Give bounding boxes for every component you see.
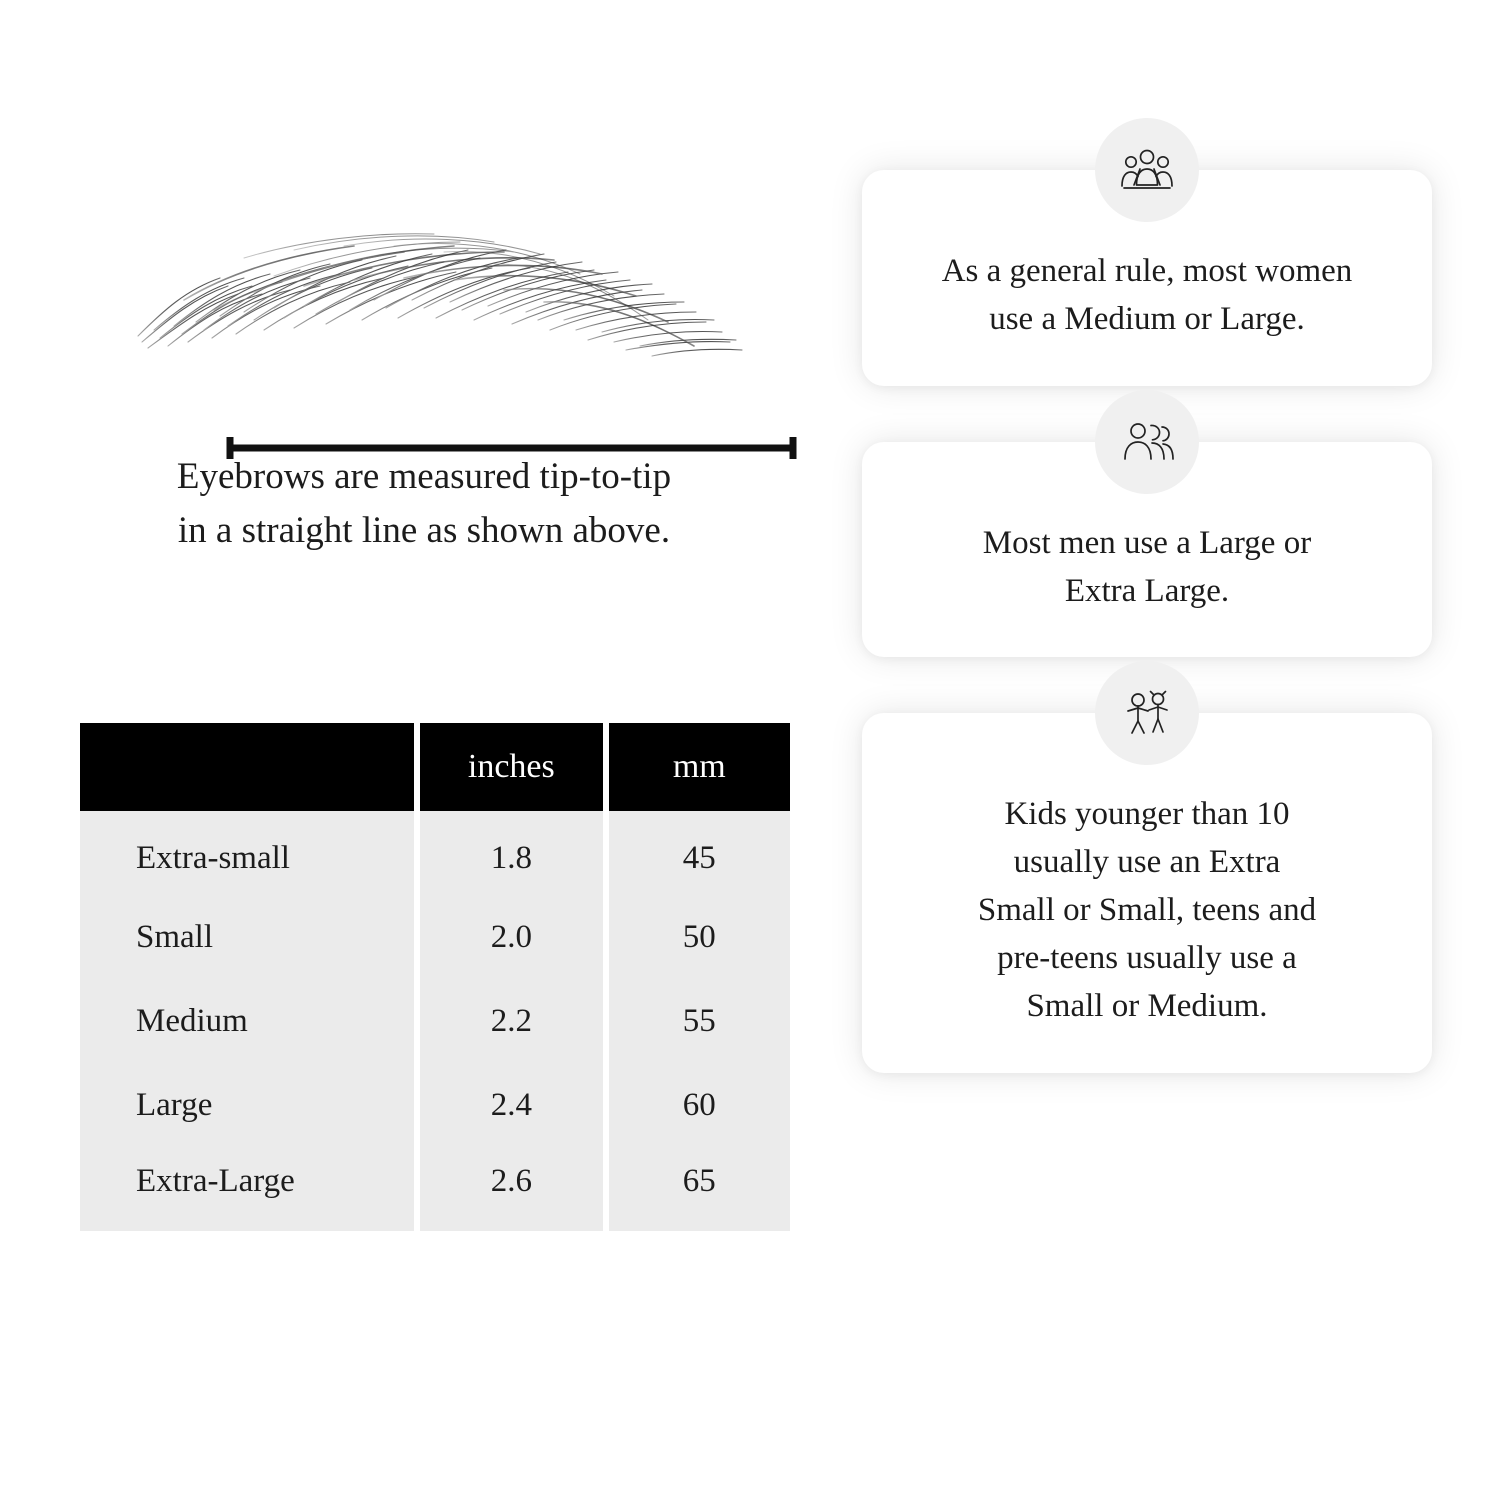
kids-icon xyxy=(1095,661,1199,765)
table-header-mm: mm xyxy=(609,723,790,811)
card-men-line-2: Extra Large. xyxy=(1064,572,1230,609)
card-kids-line-1: Kids younger than 10 xyxy=(1004,796,1290,833)
row-mm-value: 60 xyxy=(609,1063,790,1147)
row-size-label: Medium xyxy=(80,979,414,1063)
card-kids-line-3: Small or Small, teens and xyxy=(977,892,1317,929)
card-kids-line-4: pre-teens usually use a xyxy=(997,939,1297,976)
row-inches-value: 2.0 xyxy=(420,895,603,979)
table-header-blank xyxy=(80,723,414,811)
row-size-label: Extra-small xyxy=(80,811,414,895)
row-inches-value: 2.6 xyxy=(420,1147,603,1231)
row-inches-value: 2.2 xyxy=(420,979,603,1063)
row-inches-value: 1.8 xyxy=(420,811,603,895)
card-block-women xyxy=(862,170,1432,386)
card-women-line-1: As a general rule, most women xyxy=(941,253,1353,289)
card-kids xyxy=(862,713,1432,1072)
table-row xyxy=(80,895,790,979)
table-row xyxy=(80,811,790,895)
card-kids-line-2: usually use an Extra xyxy=(1013,844,1281,881)
card-women-line-2: use a Medium or Large. xyxy=(989,300,1305,337)
card-block-kids xyxy=(862,713,1432,1072)
women-group-icon xyxy=(1095,118,1199,222)
row-size-label: Large xyxy=(80,1063,414,1147)
size-table xyxy=(74,723,796,1231)
row-mm-value: 55 xyxy=(609,979,790,1063)
measurement-line xyxy=(224,435,799,461)
table-header-row xyxy=(80,723,790,811)
eyebrow-hairs-graphic xyxy=(124,150,764,390)
card-men-line-1: Most men use a Large or xyxy=(982,524,1312,561)
row-size-label: Extra-Large xyxy=(80,1147,414,1231)
table-row xyxy=(80,979,790,1063)
table-header-inches: inches xyxy=(420,723,603,811)
caption-line-2: in a straight line as shown above. xyxy=(177,509,671,551)
men-group-icon xyxy=(1095,390,1199,494)
caption-line-1: Eyebrows are measured tip-to-tip xyxy=(176,456,672,497)
table-row xyxy=(80,1147,790,1231)
table-body xyxy=(80,811,790,1231)
measurement-caption xyxy=(74,450,774,557)
row-mm-value: 65 xyxy=(609,1147,790,1231)
left-column xyxy=(74,150,794,557)
row-mm-value: 50 xyxy=(609,895,790,979)
eyebrow-illustration xyxy=(124,150,764,390)
table-header xyxy=(80,723,790,811)
recommendation-cards xyxy=(862,170,1432,1129)
card-block-men xyxy=(862,442,1432,658)
card-kids-line-5: Small or Medium. xyxy=(1026,987,1268,1024)
row-inches-value: 2.4 xyxy=(420,1063,603,1147)
row-size-label: Small xyxy=(80,895,414,979)
row-mm-value: 45 xyxy=(609,811,790,895)
table-row xyxy=(80,1063,790,1147)
